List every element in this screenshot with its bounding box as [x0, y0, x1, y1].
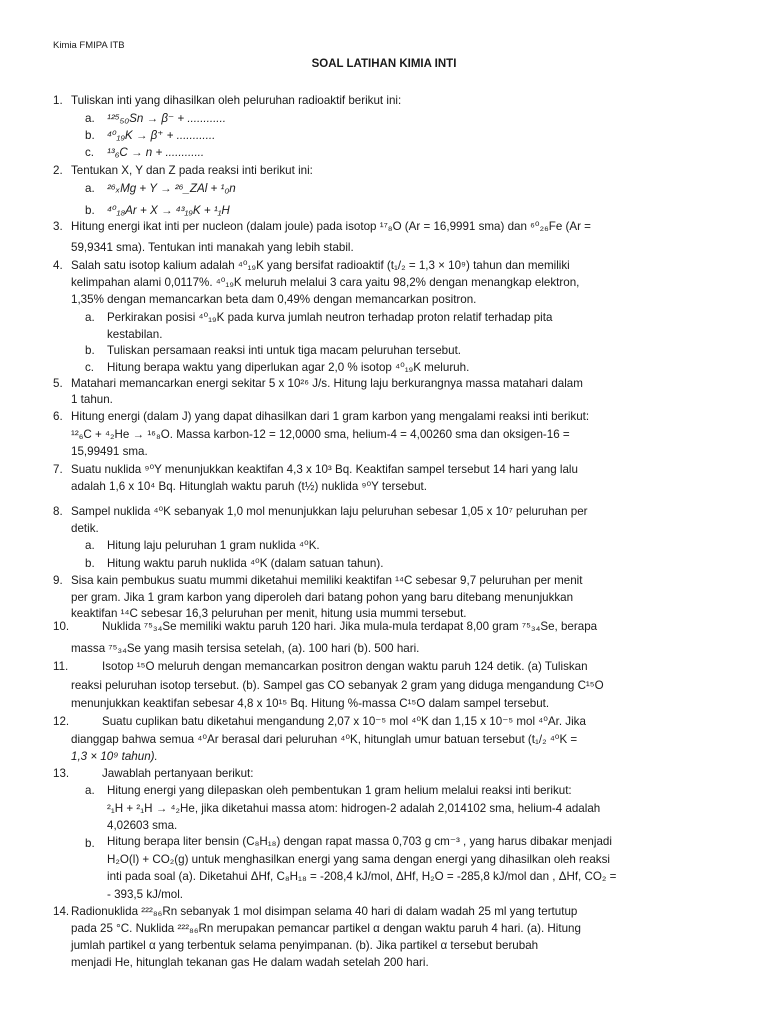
- question-number: 1.: [53, 94, 63, 107]
- question-text: Sisa kain pembukus suatu mummi diketahui memiliki keaktifan ¹⁴C sebesar 9,7 peluruhan per menit: [71, 574, 583, 587]
- sub-text: Hitung energi yang dilepaskan oleh pembentukan 1 gram helium melalui reaksi inti berikut:: [107, 784, 572, 797]
- sub-label: c.: [85, 361, 95, 374]
- sub-text: ²₁H + ²₁H → ⁴₂He, jika diketahui massa atom: hidrogen-2 adalah 2,014102 sma, helium-4 adalah: [107, 802, 601, 815]
- question-text: 15,99491 sma.: [71, 445, 148, 458]
- question-text: menjadi He, hitunglah tekanan gas He dalam wadah setelah 200 hari.: [71, 956, 429, 969]
- question-number: 3.: [53, 220, 63, 233]
- sub-label: b.: [85, 204, 95, 217]
- question-text: Suatu cuplikan batu diketahui mengandung 2,07 x 10⁻⁵ mol ⁴⁰K dan 1,15 x 10⁻⁵ mol ⁴⁰Ar. Jika: [102, 715, 586, 728]
- question-text: dianggap bahwa semua ⁴⁰Ar berasal dari peluruhan ⁴⁰K, hitunglah umur batuan tersebut (t₁/₂ ⁴⁰K =: [71, 733, 578, 746]
- question-number: 14.: [53, 905, 70, 918]
- question-number: 10.: [53, 620, 70, 633]
- question-text: 1,35% dengan memancarkan beta dam 0,49% dengan memancarkan positron.: [71, 293, 477, 306]
- sub-label: b.: [85, 837, 95, 850]
- sub-text: kestabilan.: [107, 328, 163, 341]
- sub-text: H₂O(l) + CO₂(g) untuk menghasilkan energi yang sama dengan energi yang dihasilkan oleh reaksi: [107, 853, 610, 866]
- sub-label: a.: [85, 311, 95, 324]
- question-text: menunjukkan keaktifan sebesar 4,8 x 10¹⁵ Bq. Hitung %-massa C¹⁵O dalam sampel tersebut.: [71, 697, 550, 710]
- question-text: Tentukan X, Y dan Z pada reaksi inti berikut ini:: [71, 164, 313, 177]
- question-text: Sampel nuklida ⁴⁰K sebanyak 1,0 mol menunjukkan laju peluruhan sebesar 1,05 x 10⁷ peluruhan per: [71, 505, 588, 518]
- question-text: Hitung energi ikat inti per nucleon (dalam joule) pada isotop ¹⁷₈O (Ar = 16,9991 sma) dan ⁶⁰₂₆Fe (Ar =: [71, 220, 591, 233]
- sub-label: b.: [85, 344, 95, 357]
- question-text: Nuklida ⁷⁵₃₄Se memiliki waktu paruh 120 hari. Jika mula-mula terdapat 8,00 gram ⁷⁵₃₄Se, berapa: [102, 620, 598, 633]
- question-number: 2.: [53, 164, 63, 177]
- question-text: Suatu nuklida ⁹⁰Y menunjukkan keaktifan 4,3 x 10³ Bq. Keaktifan sampel tersebut 14 hari yang lalu: [71, 463, 578, 476]
- question-text: Tuliskan inti yang dihasilkan oleh peluruhan radioaktif berikut ini:: [71, 94, 402, 107]
- sub-text: Hitung berapa liter bensin (C₈H₁₈) dengan rapat massa 0,703 g cm⁻³ , yang harus dibakar menjadi: [107, 835, 612, 848]
- sub-text: Tuliskan persamaan reaksi inti untuk tiga macam peluruhan tersebut.: [107, 344, 462, 357]
- question-number: 4.: [53, 259, 63, 272]
- sub-text: ¹³₆C → n + ............: [107, 146, 205, 159]
- question-text: detik.: [71, 522, 99, 535]
- question-text: pada 25 °C. Nuklida ²²²₈₆Rn merupakan pemancar partikel α dengan waktu paruh 4 hari. (a). Hitung: [71, 922, 581, 935]
- sub-text: Perkirakan posisi ⁴⁰₁₉K pada kurva jumlah neutron terhadap proton relatif terhadap pita: [107, 311, 553, 324]
- sub-label: a.: [85, 182, 95, 195]
- sub-text: ¹²⁵₅₀Sn → β⁻ + ............: [107, 112, 226, 125]
- question-text: Salah satu isotop kalium adalah ⁴⁰₁₉K yang bersifat radioaktif (t₁/₂ = 1,3 × 10⁹) tahun dan memiliki: [71, 259, 570, 272]
- sub-text: - 393,5 kJ/mol.: [107, 888, 184, 901]
- question-text: jumlah partikel α yang terbentuk selama penyimpanan. (b). Jika partikel α tersebut berubah: [71, 939, 539, 952]
- question-text: kelimpahan alami 0,0117%. ⁴⁰₁₉K meluruh melalui 3 cara yaitu 98,2% dengan menangkap elektron,: [71, 276, 580, 289]
- sub-label: c.: [85, 146, 95, 159]
- question-number: 11.: [53, 660, 69, 673]
- question-text: reaksi peluruhan isotop tersebut. (b). Sampel gas CO sebanyak 2 gram yang diduga mengandung C¹⁵O: [71, 679, 604, 692]
- sub-text: ⁴⁰₁₈Ar + X → ⁴³₁₉K + ¹₁H: [107, 204, 230, 217]
- question-text: 1,3 × 10⁹ tahun).: [71, 750, 158, 763]
- sub-label: a.: [85, 539, 95, 552]
- sub-text: Hitung laju peluruhan 1 gram nuklida ⁴⁰K.: [107, 539, 320, 552]
- question-number: 12.: [53, 715, 70, 728]
- question-number: 7.: [53, 463, 63, 476]
- question-number: 6.: [53, 410, 63, 423]
- question-text: 59,9341 sma). Tentukan inti manakah yang lebih stabil.: [71, 241, 354, 254]
- sub-text: Hitung waktu paruh nuklida ⁴⁰K (dalam satuan tahun).: [107, 557, 384, 570]
- question-number: 5.: [53, 377, 63, 390]
- question-number: 8.: [53, 505, 63, 518]
- question-text: Hitung energi (dalam J) yang dapat dihasilkan dari 1 gram karbon yang mengalami reaksi inti berikut:: [71, 410, 590, 423]
- question-text: Matahari memancarkan energi sekitar 5 x 10²⁶ J/s. Hitung laju berkurangnya massa matahari dalam: [71, 377, 583, 390]
- sub-text: 4,02603 sma.: [107, 819, 178, 832]
- question-number: 9.: [53, 574, 63, 587]
- sub-text: Hitung berapa waktu yang diperlukan agar 2,0 % isotop ⁴⁰₁₉K meluruh.: [107, 361, 470, 374]
- sub-label: b.: [85, 557, 95, 570]
- question-text: keaktifan ¹⁴C sebesar 16,3 peluruhan per menit, hitung usia mummi tersebut.: [71, 607, 467, 620]
- sub-text: ²⁶ₓMg + Y → ²⁶_ZAl + ¹₀n: [107, 182, 236, 195]
- question-text: ¹²₆C + ⁴₂He → ¹⁶₈O. Massa karbon-12 = 12,0000 sma, helium-4 = 4,00260 sma dan oksigen-16 =: [71, 428, 570, 441]
- question-text: adalah 1,6 x 10⁴ Bq. Hitunglah waktu paruh (t½) nuklida ⁹⁰Y tersebut.: [71, 480, 427, 493]
- document-header: Kimia FMIPA ITB: [53, 40, 125, 51]
- sub-label: b.: [85, 129, 95, 142]
- document-title: SOAL LATIHAN KIMIA INTI: [311, 58, 457, 70]
- question-text: Radionuklida ²²²₈₆Rn sebanyak 1 mol disimpan selama 40 hari di dalam wadah 25 ml yang tertutup: [71, 905, 578, 918]
- question-text: Isotop ¹⁵O meluruh dengan memancarkan positron dengan waktu paruh 124 detik. (a) Tuliskan: [102, 660, 588, 673]
- sub-text: inti pada soal (a). Diketahui ΔHf, C₈H₁₈ = -208,4 kJ/mol, ΔHf, H₂O = -285,8 kJ/mol dan , ΔHf, CO₂ =: [107, 870, 617, 883]
- question-text: Jawablah pertanyaan berikut:: [102, 767, 254, 780]
- sub-text: ⁴⁰₁₉K → β⁺ + ............: [107, 129, 216, 142]
- question-text: per gram. Jika 1 gram karbon yang diperoleh dari batang pohon yang baru ditebang menunjukkan: [71, 591, 574, 604]
- question-text: massa ⁷⁵₃₄Se yang masih tersisa setelah, (a). 100 hari (b). 500 hari.: [71, 642, 420, 655]
- question-number: 13.: [53, 767, 70, 780]
- question-text: 1 tahun.: [71, 393, 113, 406]
- sub-label: a.: [85, 784, 95, 797]
- sub-label: a.: [85, 112, 95, 125]
